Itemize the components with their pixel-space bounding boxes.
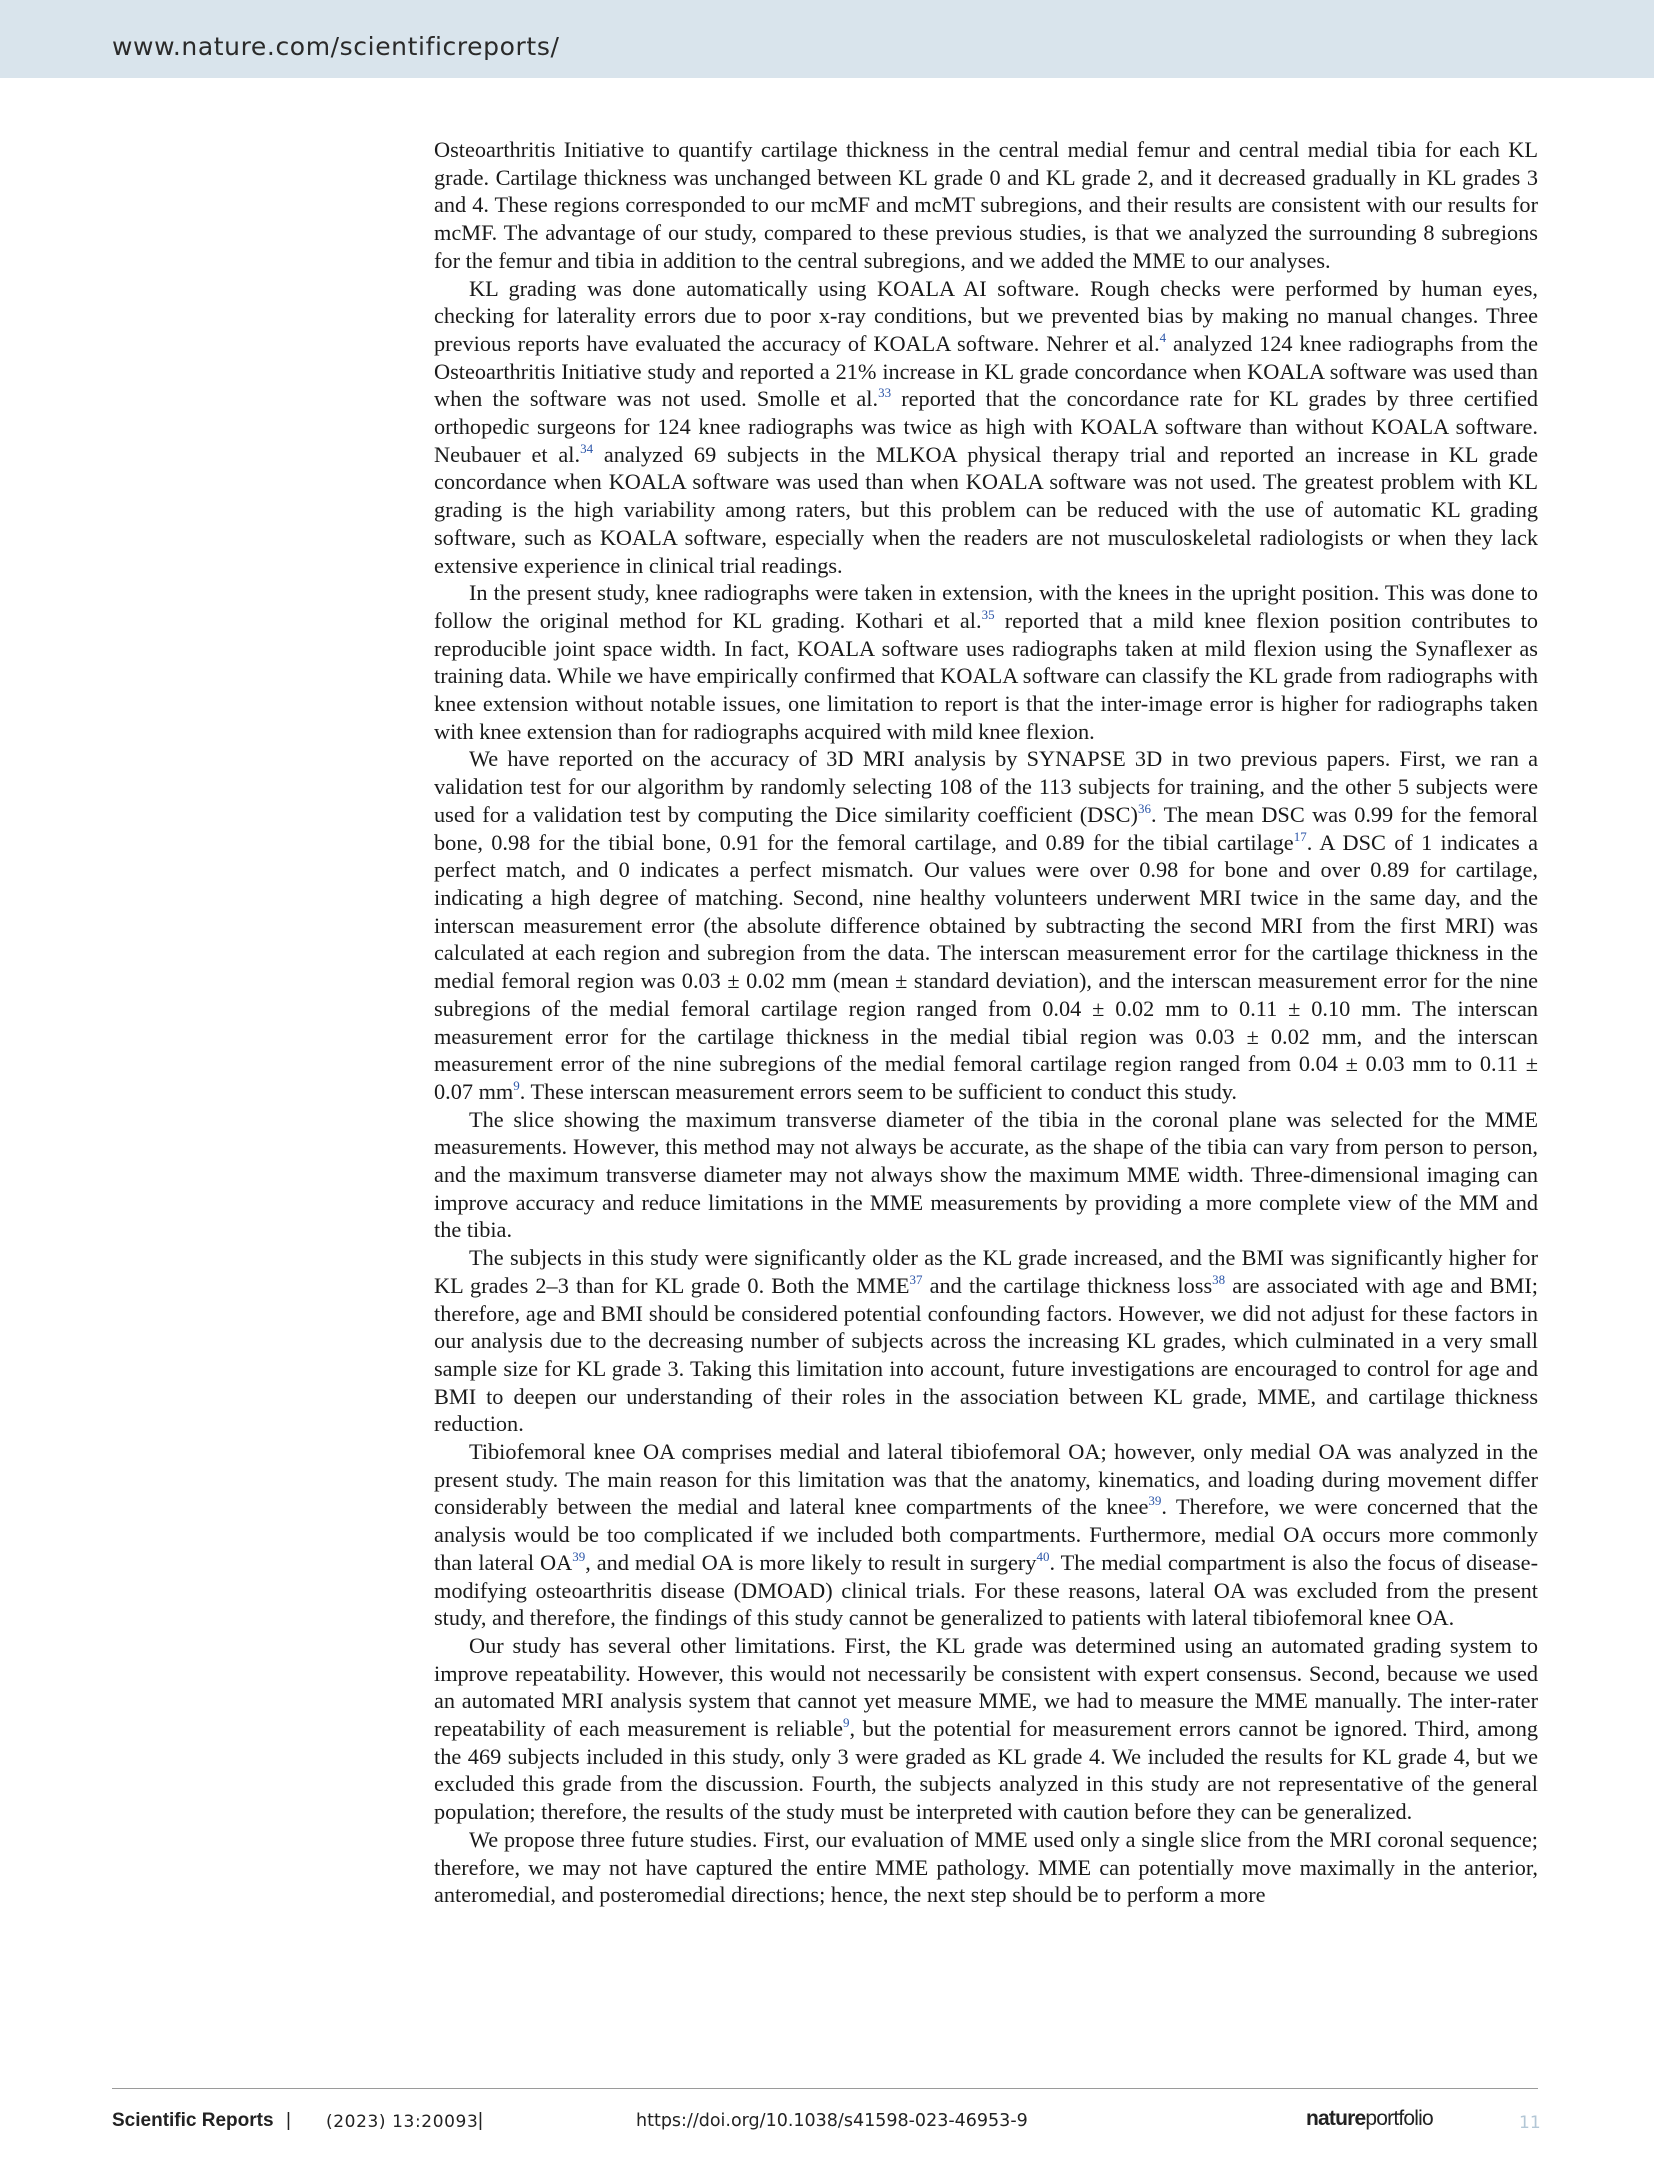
volume-citation: (2023) 13:20093 xyxy=(326,2112,479,2132)
paragraph-text: analyzed 69 subjects in the MLKOA physical therapy trial and reported an increase in KL grade concordance when KOALA software was used than when KOALA software was not used. The greatest problem with KL grading is the high variability among raters, but this problem can be reduced with the use of automatic KL grading software, such as KOALA software, especially when the readers are not musculoskeletal radiologists or when they lack extensive experience in clinical trial readings. xyxy=(434,441,1538,578)
citation-ref-link[interactable]: 9 xyxy=(843,1715,850,1731)
paragraph-text: KL grading was done automatically using KOALA AI software. Rough checks were performed by human eyes, checking for laterality errors due to poor x-ray conditions, but we prevented bias by making no manual changes. Three previous reports have evaluated the accuracy of KOALA software. Nehrer et al. xyxy=(434,275,1538,356)
citation-ref-link[interactable]: 40 xyxy=(1036,1548,1050,1564)
paragraph-text: , and medial OA is more likely to result in surgery xyxy=(585,1549,1037,1575)
paragraph-text: . Therefore, we were concerned that the analysis would be too complicated if we included both compartments. Furthermore, medial OA occurs more commonly than lateral OA xyxy=(434,1494,1539,1575)
body-paragraph xyxy=(434,1632,1538,1826)
body-paragraph xyxy=(434,275,1538,580)
body-paragraph xyxy=(434,1438,1538,1632)
paragraph-text: and the cartilage thickness loss xyxy=(922,1272,1213,1298)
journal-name: Scientific Reports xyxy=(112,2110,274,2131)
paragraph-text: We propose three future studies. First, our evaluation of MME used only a single slice from the MRI coronal sequence; therefore, we may not have captured the entire MME pathology. MME can potentially move maximally in the anterior, anteromedial, and posteromedial directions; hence, the next step should be to perform a more xyxy=(434,1826,1538,1908)
body-paragraph xyxy=(434,1244,1538,1438)
logo-text-bold: nature xyxy=(1306,2107,1366,2130)
citation-ref-link[interactable]: 17 xyxy=(1293,828,1307,844)
citation-ref-link[interactable]: 39 xyxy=(1148,1493,1162,1509)
paragraph-text: , but the potential for measurement errors cannot be ignored. Third, among the 469 subjects included in this study, only 3 were graded as KL grade 4. We included the results for KL grade 4, but we excluded this grade from the discussion. Fourth, the subjects analyzed in this study are not representative of the general population; therefore, the results of the study must be interpreted with caution before they can be generalized. xyxy=(434,1716,1538,1825)
paragraph-text: . The mean DSC was 0.99 for the femoral bone, 0.98 for the tibial bone, 0.91 for the femoral cartilage, and 0.89 for the tibial cartilage xyxy=(434,801,1539,855)
paragraph-text: . These interscan measurement errors seem to be sufficient to conduct this study. xyxy=(519,1078,1238,1104)
citation-ref-link[interactable]: 33 xyxy=(878,385,892,401)
site-url[interactable]: www.nature.com/scientificreports/ xyxy=(112,32,560,61)
citation-ref-link[interactable]: 38 xyxy=(1212,1271,1226,1287)
citation-ref-link[interactable]: 37 xyxy=(909,1271,923,1287)
page-number: 11 xyxy=(1519,2113,1541,2133)
paragraph-text: Tibiofemoral knee OA comprises medial and lateral tibiofemoral OA; however, only medial OA was analyzed in the present study. The main reason for this limitation was that the anatomy, kinematics, and loading during movement differ considerably between the medial and lateral knee compartments of the knee xyxy=(434,1439,1538,1520)
citation-ref-link[interactable]: 36 xyxy=(1137,800,1151,816)
paragraph-text: reported that the concordance rate for KL grades by three certified orthopedic surgeons for 124 knee radiographs was twice as high with KOALA software than without KOALA software. Neubauer et al. xyxy=(434,386,1538,467)
paragraph-text: . A DSC of 1 indicates a perfect match, and 0 indicates a perfect mismatch. Our values were over 0.98 for bone and over 0.89 for cartilage, indicating a high degree of matching. Second, nine healthy volunteers underwent MRI twice in the same day, and the interscan measurement error (the absolute difference obtained by subtracting the second MRI from the first MRI) was calculated at each region and subregion from the data. The interscan measurement error for the cartilage thickness in the medial femoral region was 0.03 ± 0.02 mm (mean ± standard deviation), and the interscan measurement error for the nine subregions of the medial femoral cartilage region ranged from 0.04 ± 0.02 mm to 0.11 ± 0.10 mm. The interscan measurement error for the cartilage thickness in the medial tibial region was 0.03 ± 0.02 mm, and the interscan measurement error of the nine subregions of the medial femoral cartilage region ranged from 0.04 ± 0.03 mm to 0.11 ± 0.07 mm xyxy=(434,829,1539,1104)
citation-ref-link[interactable]: 4 xyxy=(1159,329,1167,345)
body-paragraph xyxy=(434,136,1538,275)
doi-link[interactable]: https://doi.org/10.1038/s41598-023-46953-9 xyxy=(636,2111,1028,2131)
paragraph-text: We have reported on the accuracy of 3D MRI analysis by SYNAPSE 3D in two previous papers. First, we ran a validation test for our algorithm by randomly selecting 108 of the 113 subjects for training, and the other 5 subjects were used for a validation test by computing the Dice similarity coefficient (DSC) xyxy=(434,746,1538,827)
site-header-bar xyxy=(0,0,1654,78)
article-body xyxy=(434,136,1538,1909)
paragraph-text: Osteoarthritis Initiative to quantify cartilage thickness in the central medial femur and central medial tibia for each KL grade. Cartilage thickness was unchanged between KL grade 0 and KL grade 2, and it decreased gradually in KL grades 3 and 4. These regions corresponded to our mcMF and mcMT subregions, and their results are consistent with our results for mcMF. The advantage of our study, compared to these previous studies, is that we analyzed the surrounding 8 subregions for the femur and tibia in addition to the central subregions, and we added the MME to our analyses. xyxy=(434,137,1538,273)
logo-text-light: portfolio xyxy=(1365,2107,1433,2130)
body-paragraph xyxy=(434,1826,1538,1909)
paragraph-text: . The medial compartment is also the focus of disease-modifying osteoarthritis disease (DMOAD) clinical trials. For these reasons, lateral OA was excluded from the present study, and therefore, the findings of this study cannot be generalized to patients with lateral tibiofemoral knee OA. xyxy=(434,1549,1538,1631)
citation-ref-link[interactable]: 35 xyxy=(981,606,995,622)
body-paragraph xyxy=(434,579,1538,745)
paragraph-text: In the present study, knee radiographs were taken in extension, with the knees in the upright position. This was done to follow the original method for KL grading. Kothari et al. xyxy=(434,580,1538,633)
paragraph-text: The slice showing the maximum transverse diameter of the tibia in the coronal plane was selected for the MME measurements. However, this method may not always be accurate, as the shape of the tibia can vary from person to person, and the maximum transverse diameter may not always show the maximum MME width. Three-dimensional imaging can improve accuracy and reduce limitations in the MME measurements by providing a more complete view of the MM and the tibia. xyxy=(434,1106,1538,1243)
paragraph-text: Our study has several other limitations. First, the KL grade was determined using an automated grading system to improve repeatability. However, this would not necessarily be consistent with expert consensus. Second, because we used an automated MRI analysis system that cannot yet measure MME, we had to measure the MME manually. The inter-rater repeatability of each measurement is reliable xyxy=(434,1632,1538,1742)
nature-portfolio-logo xyxy=(1306,2107,1433,2131)
footer-divider xyxy=(112,2088,1538,2089)
footer-separator: | xyxy=(286,2110,291,2131)
paragraph-text: reported that a mild knee flexion position contributes to reproducible joint space width. In fact, KOALA software uses radiographs taken at mild flexion using the Synaflexer as training data. While we have empirically confirmed that KOALA software can classify the KL grade from radiographs with knee extension without notable issues, one limitation to report is that the inter-image error is higher for radiographs taken with knee extension than for radiographs acquired with mild knee flexion. xyxy=(434,607,1539,744)
paragraph-text: are associated with age and BMI; therefore, age and BMI should be considered potential confounding factors. However, we did not adjust for these factors in our analysis due to the decreasing number of subjects across the increasing KL grades, which culminated in a very small sample size for KL grade 3. Taking this limitation into account, future investigations are encouraged to control for age and BMI to deepen our understanding of their roles in the association between KL grade, MME, and cartilage thickness reduction. xyxy=(434,1272,1538,1437)
body-paragraph xyxy=(434,745,1538,1105)
body-paragraph xyxy=(434,1106,1538,1245)
paragraph-text: analyzed 124 knee radiographs from the Osteoarthritis Initiative study and reported a 21% increase in KL grade concordance when KOALA software was used than when the software was not used. Smolle et al. xyxy=(434,330,1538,412)
footer-separator: | xyxy=(478,2110,483,2131)
paragraph-text: The subjects in this study were significantly older as the KL grade increased, and the BMI was significantly higher for KL grades 2–3 than for KL grade 0. Both the MME xyxy=(434,1245,1538,1298)
citation-ref-link[interactable]: 34 xyxy=(580,440,594,456)
citation-ref-link[interactable]: 39 xyxy=(572,1548,586,1564)
citation-ref-link[interactable]: 9 xyxy=(513,1077,520,1093)
